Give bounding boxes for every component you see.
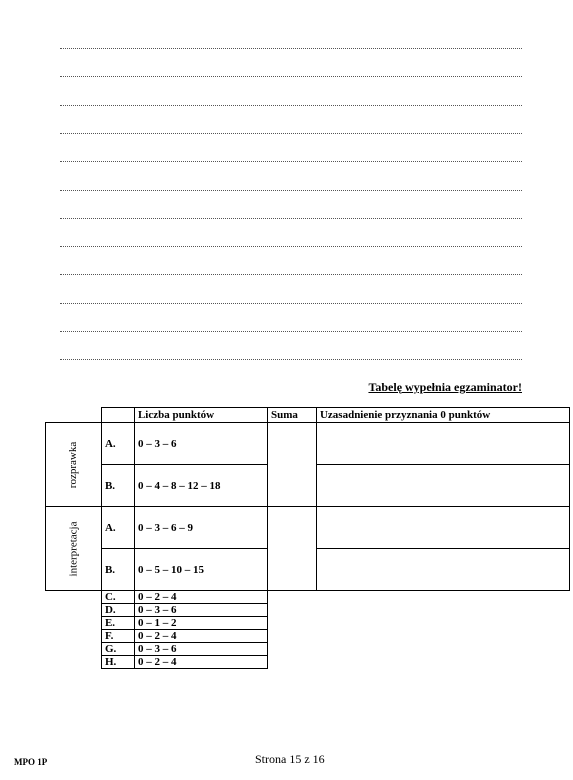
answer-line[interactable] [60, 303, 522, 304]
row-points: 0 – 3 – 6 [134, 604, 267, 617]
row-points: 0 – 1 – 2 [134, 617, 267, 630]
row-letter: E. [101, 617, 134, 630]
row-points: 0 – 2 – 4 [134, 591, 267, 604]
answer-line[interactable] [60, 246, 522, 247]
row-letter: A. [101, 423, 134, 465]
answer-line[interactable] [60, 218, 522, 219]
row-letter: F. [101, 630, 134, 643]
row-letter: G. [101, 643, 134, 656]
header-justification: Uzasadnienie przyznania 0 punktów [316, 408, 569, 423]
table-row [46, 643, 570, 656]
answer-line[interactable] [60, 331, 522, 332]
answer-line[interactable] [60, 76, 522, 77]
sum-cell[interactable] [267, 507, 316, 591]
table-row [46, 656, 570, 669]
answer-line[interactable] [60, 48, 522, 49]
corner-letter-cell [101, 408, 134, 423]
table-row [46, 423, 570, 465]
table-row [46, 604, 570, 617]
row-points: 0 – 5 – 10 – 15 [134, 549, 267, 591]
header-points: Liczba punktów [134, 408, 267, 423]
row-letter: B. [101, 549, 134, 591]
score-table [45, 407, 570, 669]
table-row [46, 630, 570, 643]
justification-cell[interactable] [316, 423, 569, 465]
justification-cell[interactable] [316, 549, 569, 591]
row-points: 0 – 2 – 4 [134, 630, 267, 643]
table-row [46, 591, 570, 604]
row-letter: A. [101, 507, 134, 549]
justification-cell[interactable] [316, 507, 569, 549]
header-sum: Suma [267, 408, 316, 423]
row-points: 0 – 3 – 6 [134, 423, 267, 465]
row-points: 0 – 2 – 4 [134, 656, 267, 669]
table-row [46, 507, 570, 549]
footer-code: MPO 1P [14, 757, 48, 767]
answer-line[interactable] [60, 190, 522, 191]
table-row [46, 617, 570, 630]
justification-cell[interactable] [316, 465, 569, 507]
answer-line[interactable] [60, 359, 522, 360]
group-label-rozprawka: rozprawka [46, 423, 102, 507]
group-label-interpretacja: interpretacja [46, 507, 102, 591]
sum-cell[interactable] [267, 423, 316, 507]
answer-line[interactable] [60, 105, 522, 106]
row-points: 0 – 3 – 6 – 9 [134, 507, 267, 549]
row-points: 0 – 4 – 8 – 12 – 18 [134, 465, 267, 507]
answer-line[interactable] [60, 161, 522, 162]
row-letter: D. [101, 604, 134, 617]
answer-line[interactable] [60, 274, 522, 275]
answer-line[interactable] [60, 133, 522, 134]
row-points: 0 – 3 – 6 [134, 643, 267, 656]
corner-cell [46, 408, 102, 423]
row-letter: C. [101, 591, 134, 604]
row-letter: B. [101, 465, 134, 507]
examiner-note: Tabelę wypełnia egzaminator! [368, 380, 522, 394]
row-letter: H. [101, 656, 134, 669]
page-number: Strona 15 z 16 [255, 752, 325, 766]
